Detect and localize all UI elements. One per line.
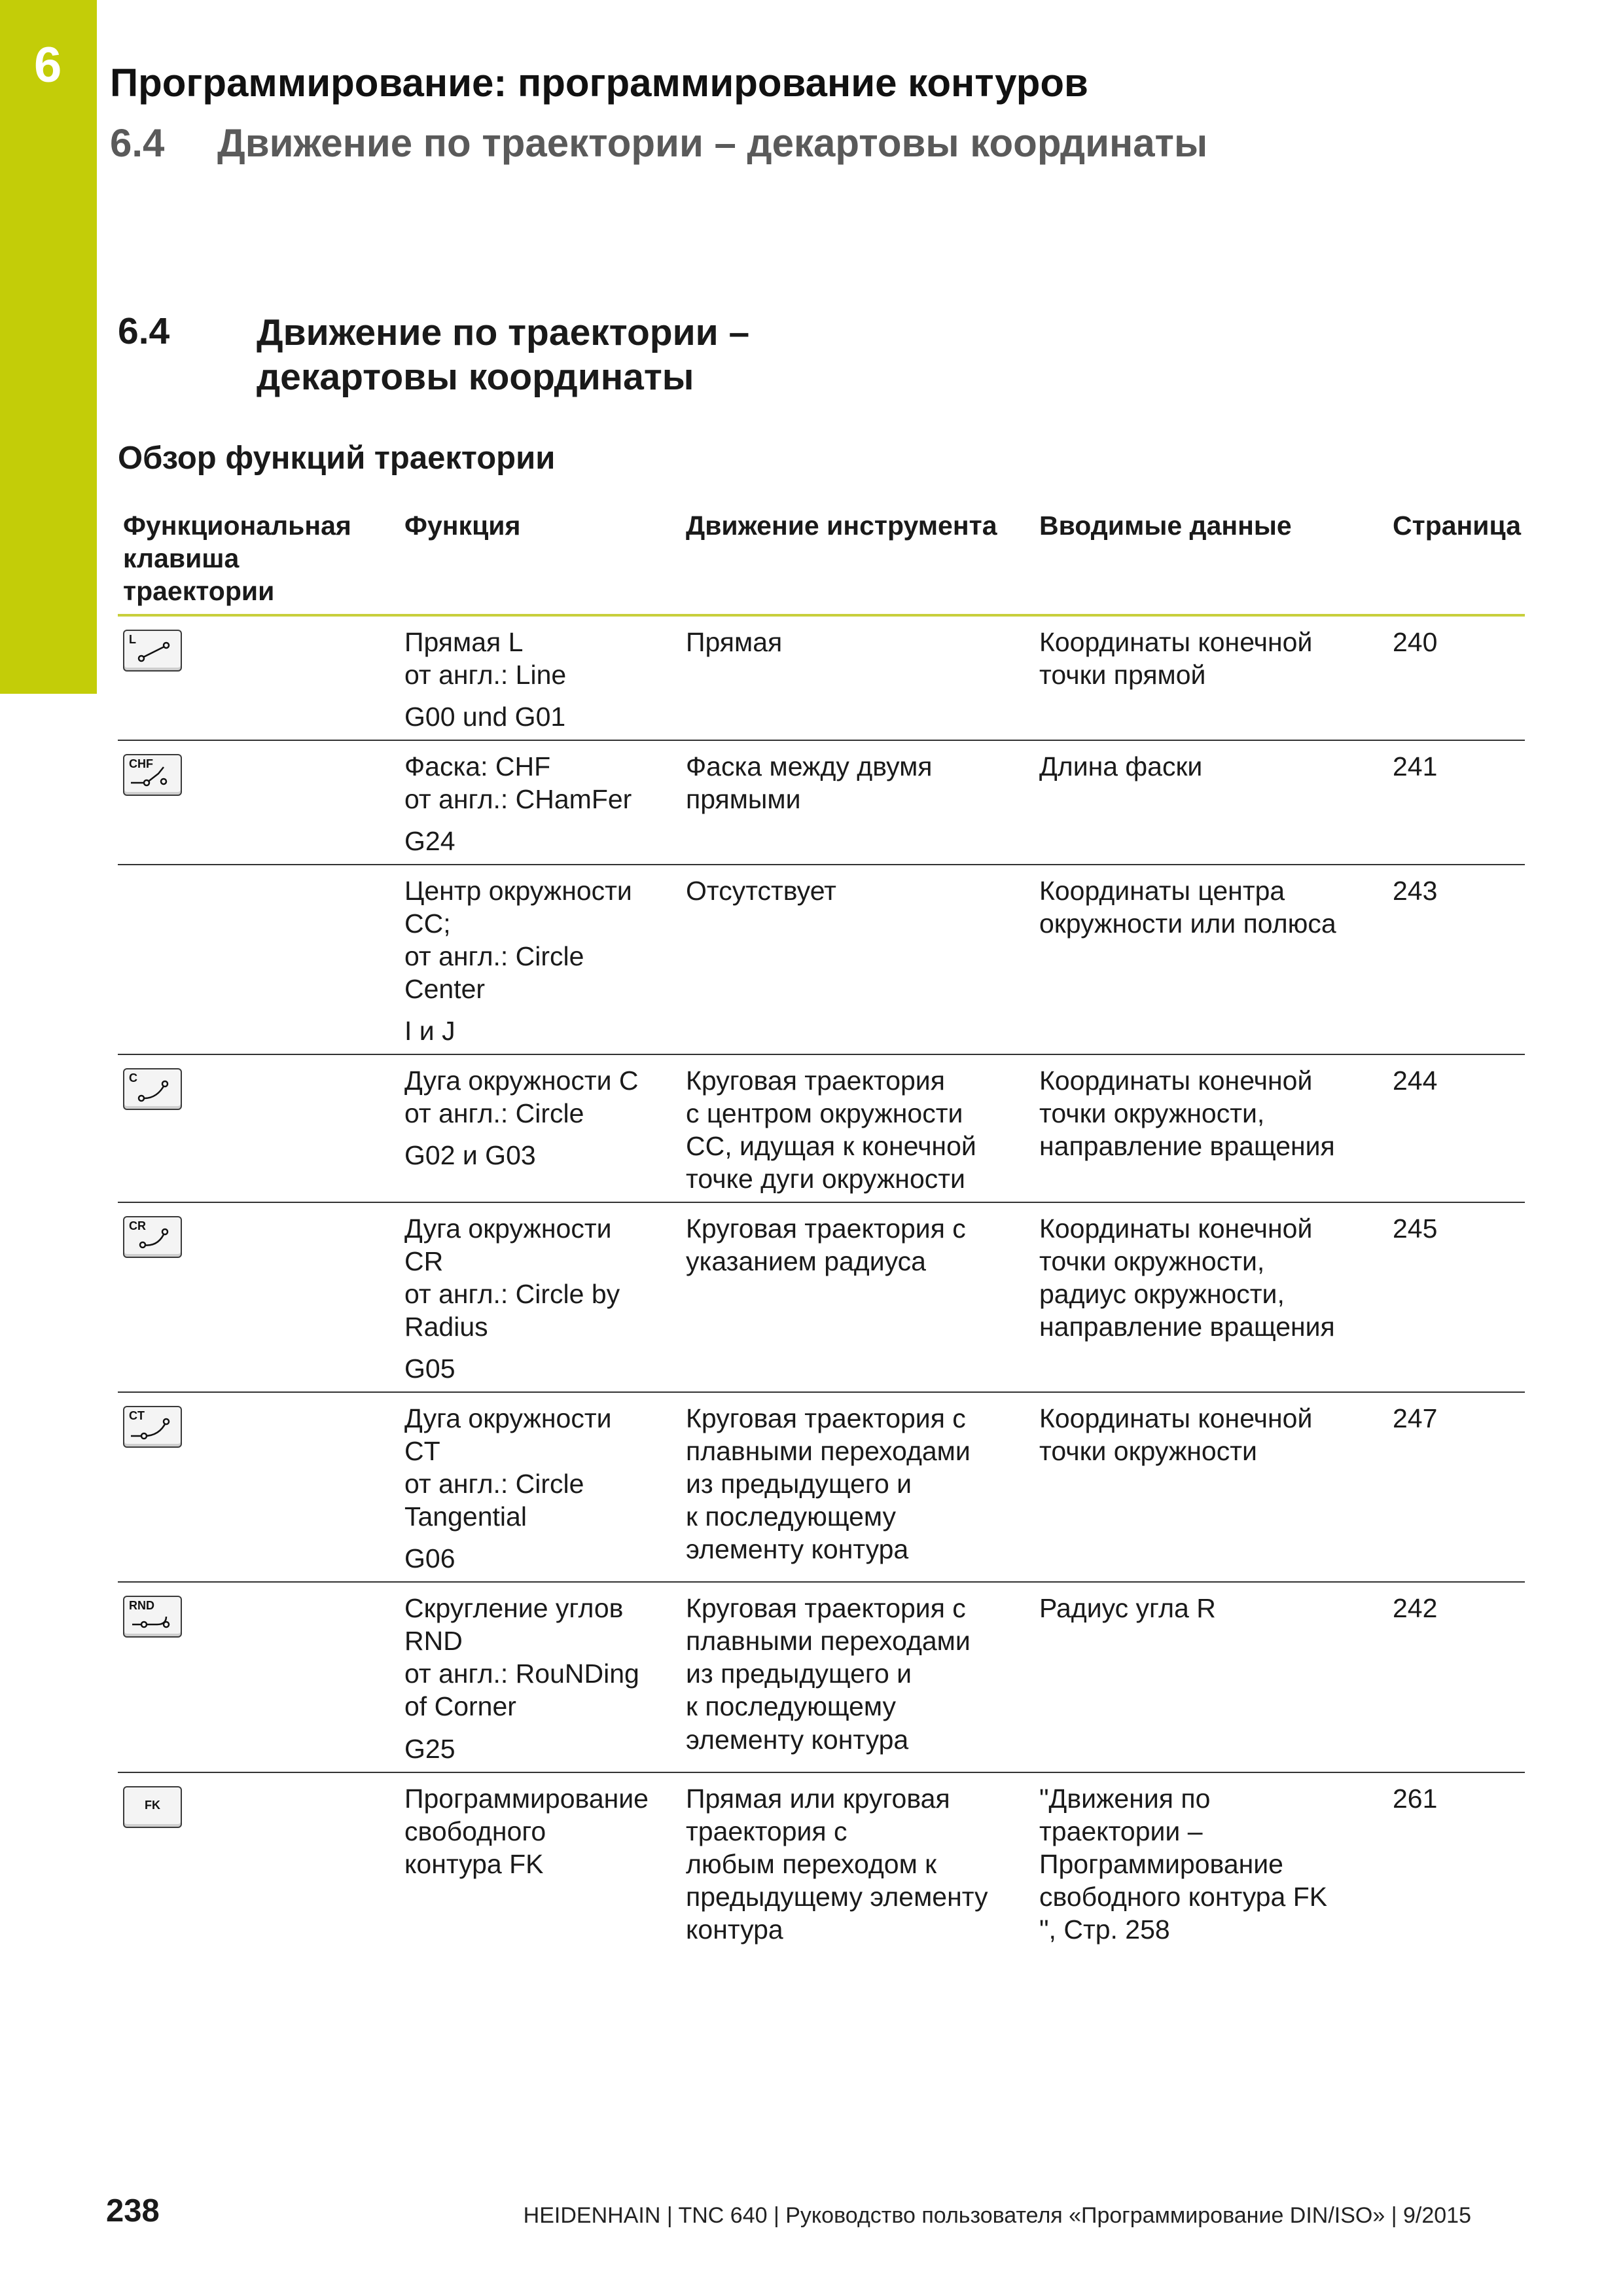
row-tool-movement: [681, 1392, 1034, 1582]
gcode-label: G06: [404, 1543, 455, 1574]
function-line: CR: [404, 1246, 444, 1277]
function-line: Фаска: CHF: [404, 751, 551, 782]
footer-text: HEIDENHAIN | TNC 640 | Руководство пользователя «Программирование DIN/ISO» | 9/2015: [523, 2203, 1471, 2228]
function-line: Скругление углов: [404, 1593, 624, 1624]
key-label: CT: [129, 1409, 145, 1423]
row-function: [399, 865, 681, 1054]
page-number: 238: [106, 2193, 160, 2229]
input-line: точки прямой: [1039, 660, 1206, 691]
row-page-ref: 240: [1393, 627, 1438, 658]
key-label: L: [129, 633, 136, 647]
rounding-key-icon: [123, 1596, 182, 1638]
movement-line: Круговая траектория с: [686, 1213, 966, 1244]
table-row: [118, 740, 1525, 865]
input-line: Программирование: [1039, 1848, 1283, 1879]
function-line: Дуга окружности: [404, 1403, 612, 1434]
running-header-title: Программирование: программирование контуров: [110, 61, 1088, 105]
running-header-section-title: Движение по траектории – декартовы координаты: [217, 121, 1208, 165]
movement-line: из предыдущего и: [686, 1469, 912, 1499]
movement-line: прямыми: [686, 784, 801, 815]
movement-line: с центром окружности: [686, 1098, 963, 1129]
row-page-ref: 261: [1393, 1783, 1438, 1814]
section-number: 6.4: [118, 310, 170, 352]
movement-line: Круговая траектория с: [686, 1403, 966, 1434]
row-function-key: [118, 615, 399, 740]
input-line: точки окружности,: [1039, 1246, 1265, 1277]
header-function-key: Функциональная клавиша траектории: [123, 511, 351, 607]
gcode-label: G24: [404, 826, 455, 857]
gcode-label: G05: [404, 1354, 455, 1384]
input-line: Координаты конечной: [1039, 627, 1313, 658]
row-input-data: [1034, 1202, 1387, 1392]
function-line: от англ.: Line: [404, 660, 567, 691]
row-function: [399, 1054, 681, 1202]
input-line: ", Стр. 258: [1039, 1914, 1170, 1945]
movement-line: элементу контура: [686, 1534, 909, 1565]
movement-line: элементу контура: [686, 1724, 909, 1755]
movement-line: Прямая: [686, 627, 783, 658]
row-tool-movement: [681, 1772, 1034, 1952]
circle-tangential-key-icon: [123, 1406, 182, 1448]
header-page: Страница: [1393, 511, 1522, 541]
path-functions-table: [118, 501, 1525, 1952]
key-label: C: [129, 1071, 137, 1085]
row-function-key: [118, 1772, 399, 1952]
movement-line: Отсутствует: [686, 876, 836, 906]
movement-line: траектория с: [686, 1816, 847, 1846]
movement-line: Круговая траектория с: [686, 1593, 966, 1624]
movement-line: к последующему: [686, 1501, 897, 1532]
row-page-ref: 245: [1393, 1213, 1438, 1244]
function-line: Дуга окружности: [404, 1213, 612, 1244]
row-tool-movement: [681, 615, 1034, 740]
function-line: Tangential: [404, 1501, 527, 1532]
fk-key-icon: [123, 1786, 182, 1828]
input-line: точки окружности,: [1039, 1098, 1265, 1129]
function-line: CT: [404, 1436, 440, 1467]
chapter-number: 6: [34, 37, 62, 93]
header-tool-movement: Движение инструмента: [686, 511, 997, 541]
row-input-data: [1034, 1772, 1387, 1952]
circle-radius-key-icon: [123, 1216, 182, 1258]
movement-line: любым переходом к: [686, 1848, 937, 1879]
input-line: направление вращения: [1039, 1312, 1335, 1342]
function-line: of Corner: [404, 1691, 516, 1722]
input-line: направление вращения: [1039, 1131, 1335, 1162]
key-label: FK: [145, 1798, 160, 1812]
row-input-data: [1034, 1054, 1387, 1202]
key-label: RND: [129, 1599, 154, 1613]
movement-line: Прямая или круговая: [686, 1783, 950, 1814]
row-function-key: [118, 1582, 399, 1772]
running-header-section-number: 6.4: [110, 121, 165, 165]
section-title-line-2: декартовы координаты: [257, 356, 694, 399]
row-input-data: [1034, 1582, 1387, 1772]
row-input-data: [1034, 1392, 1387, 1582]
function-line: CC;: [404, 908, 451, 939]
table-row: [118, 1392, 1525, 1582]
row-input-data: [1034, 865, 1387, 1054]
gcode-label: G25: [404, 1733, 455, 1764]
row-tool-movement: [681, 1054, 1034, 1202]
function-line: от англ.: Circle: [404, 1469, 584, 1499]
row-function: [399, 1392, 681, 1582]
circle-arc-key-icon: [123, 1068, 182, 1110]
movement-line: CC, идущая к конечной: [686, 1131, 976, 1162]
movement-line: из предыдущего и: [686, 1659, 912, 1689]
row-tool-movement: [681, 1202, 1034, 1392]
function-line: Центр окружности: [404, 876, 632, 906]
row-function: [399, 1582, 681, 1772]
function-line: от англ.: Circle: [404, 1098, 584, 1129]
movement-line: Круговая траектория: [686, 1066, 945, 1096]
chapter-tab: [0, 0, 97, 694]
row-input-data: [1034, 740, 1387, 865]
table-row: [118, 615, 1525, 740]
table-row: [118, 865, 1525, 1054]
table-row: [118, 1054, 1525, 1202]
gcode-label: G02 и G03: [404, 1140, 536, 1171]
input-line: Длина фаски: [1039, 751, 1203, 782]
row-page-ref: 242: [1393, 1593, 1438, 1624]
function-line: Дуга окружности C: [404, 1066, 639, 1096]
input-line: траектории –: [1039, 1816, 1203, 1846]
function-line: от англ.: Circle by: [404, 1279, 620, 1310]
table-header-row: [118, 501, 1525, 615]
input-line: Радиус угла R: [1039, 1593, 1216, 1624]
function-line: Прямая L: [404, 627, 524, 658]
movement-line: точке дуги окружности: [686, 1164, 965, 1194]
table-row: [118, 1202, 1525, 1392]
function-line: Center: [404, 974, 486, 1005]
header-function: Функция: [404, 511, 521, 541]
row-function-key: [118, 1392, 399, 1582]
movement-line: плавными переходами: [686, 1626, 971, 1657]
input-line: радиус окружности,: [1039, 1279, 1285, 1310]
row-page-ref: 247: [1393, 1403, 1438, 1434]
function-line: RND: [404, 1626, 463, 1657]
table-row: [118, 1772, 1525, 1952]
table-row: [118, 1582, 1525, 1772]
gcode-label: I и J: [404, 1016, 455, 1047]
input-line: Координаты конечной: [1039, 1213, 1313, 1244]
input-line: Координаты конечной: [1039, 1403, 1313, 1434]
input-line: окружности или полюса: [1039, 908, 1336, 939]
input-line: свободного контура FK: [1039, 1881, 1328, 1912]
input-line: Координаты конечной: [1039, 1066, 1313, 1096]
row-tool-movement: [681, 740, 1034, 865]
chamfer-key-icon: [123, 754, 182, 796]
movement-line: контура: [686, 1914, 783, 1945]
row-function: [399, 615, 681, 740]
function-line: свободного: [404, 1816, 546, 1846]
row-input-data: [1034, 615, 1387, 740]
movement-line: предыдущему элементу: [686, 1881, 988, 1912]
input-line: Координаты центра: [1039, 876, 1285, 906]
function-line: от англ.: CHamFer: [404, 784, 632, 815]
function-line: от англ.: Circle: [404, 941, 584, 972]
movement-line: Фаска между двумя: [686, 751, 933, 782]
header-input-data: Вводимые данные: [1039, 511, 1292, 541]
input-line: "Движения по: [1039, 1783, 1211, 1814]
row-page-ref: 244: [1393, 1066, 1438, 1096]
movement-line: плавными переходами: [686, 1436, 971, 1467]
row-function: [399, 1772, 681, 1952]
subsection-title: Обзор функций траектории: [118, 440, 556, 476]
key-label: CR: [129, 1219, 146, 1233]
row-page-ref: 243: [1393, 876, 1438, 906]
function-line: от англ.: RouNDing: [404, 1659, 639, 1689]
row-function-key: [118, 1202, 399, 1392]
movement-line: указанием радиуса: [686, 1246, 926, 1277]
function-line: Программирование: [404, 1783, 649, 1814]
row-function-key: [118, 865, 399, 1054]
row-function: [399, 1202, 681, 1392]
movement-line: к последующему: [686, 1691, 897, 1722]
row-page-ref: 241: [1393, 751, 1438, 782]
row-function: [399, 740, 681, 865]
section-title-line-1: Движение по траектории –: [257, 312, 750, 353]
row-function-key: [118, 1054, 399, 1202]
function-line: контура FK: [404, 1848, 544, 1879]
running-header-section: [110, 120, 1207, 166]
key-label: CHF: [129, 757, 153, 771]
line-key-icon: [123, 630, 182, 672]
row-tool-movement: [681, 1582, 1034, 1772]
row-tool-movement: [681, 865, 1034, 1054]
input-line: точки окружности: [1039, 1436, 1257, 1467]
row-function-key: [118, 740, 399, 865]
section-title: [257, 310, 1173, 400]
function-line: Radius: [404, 1312, 488, 1342]
gcode-label: G00 und G01: [404, 702, 566, 732]
